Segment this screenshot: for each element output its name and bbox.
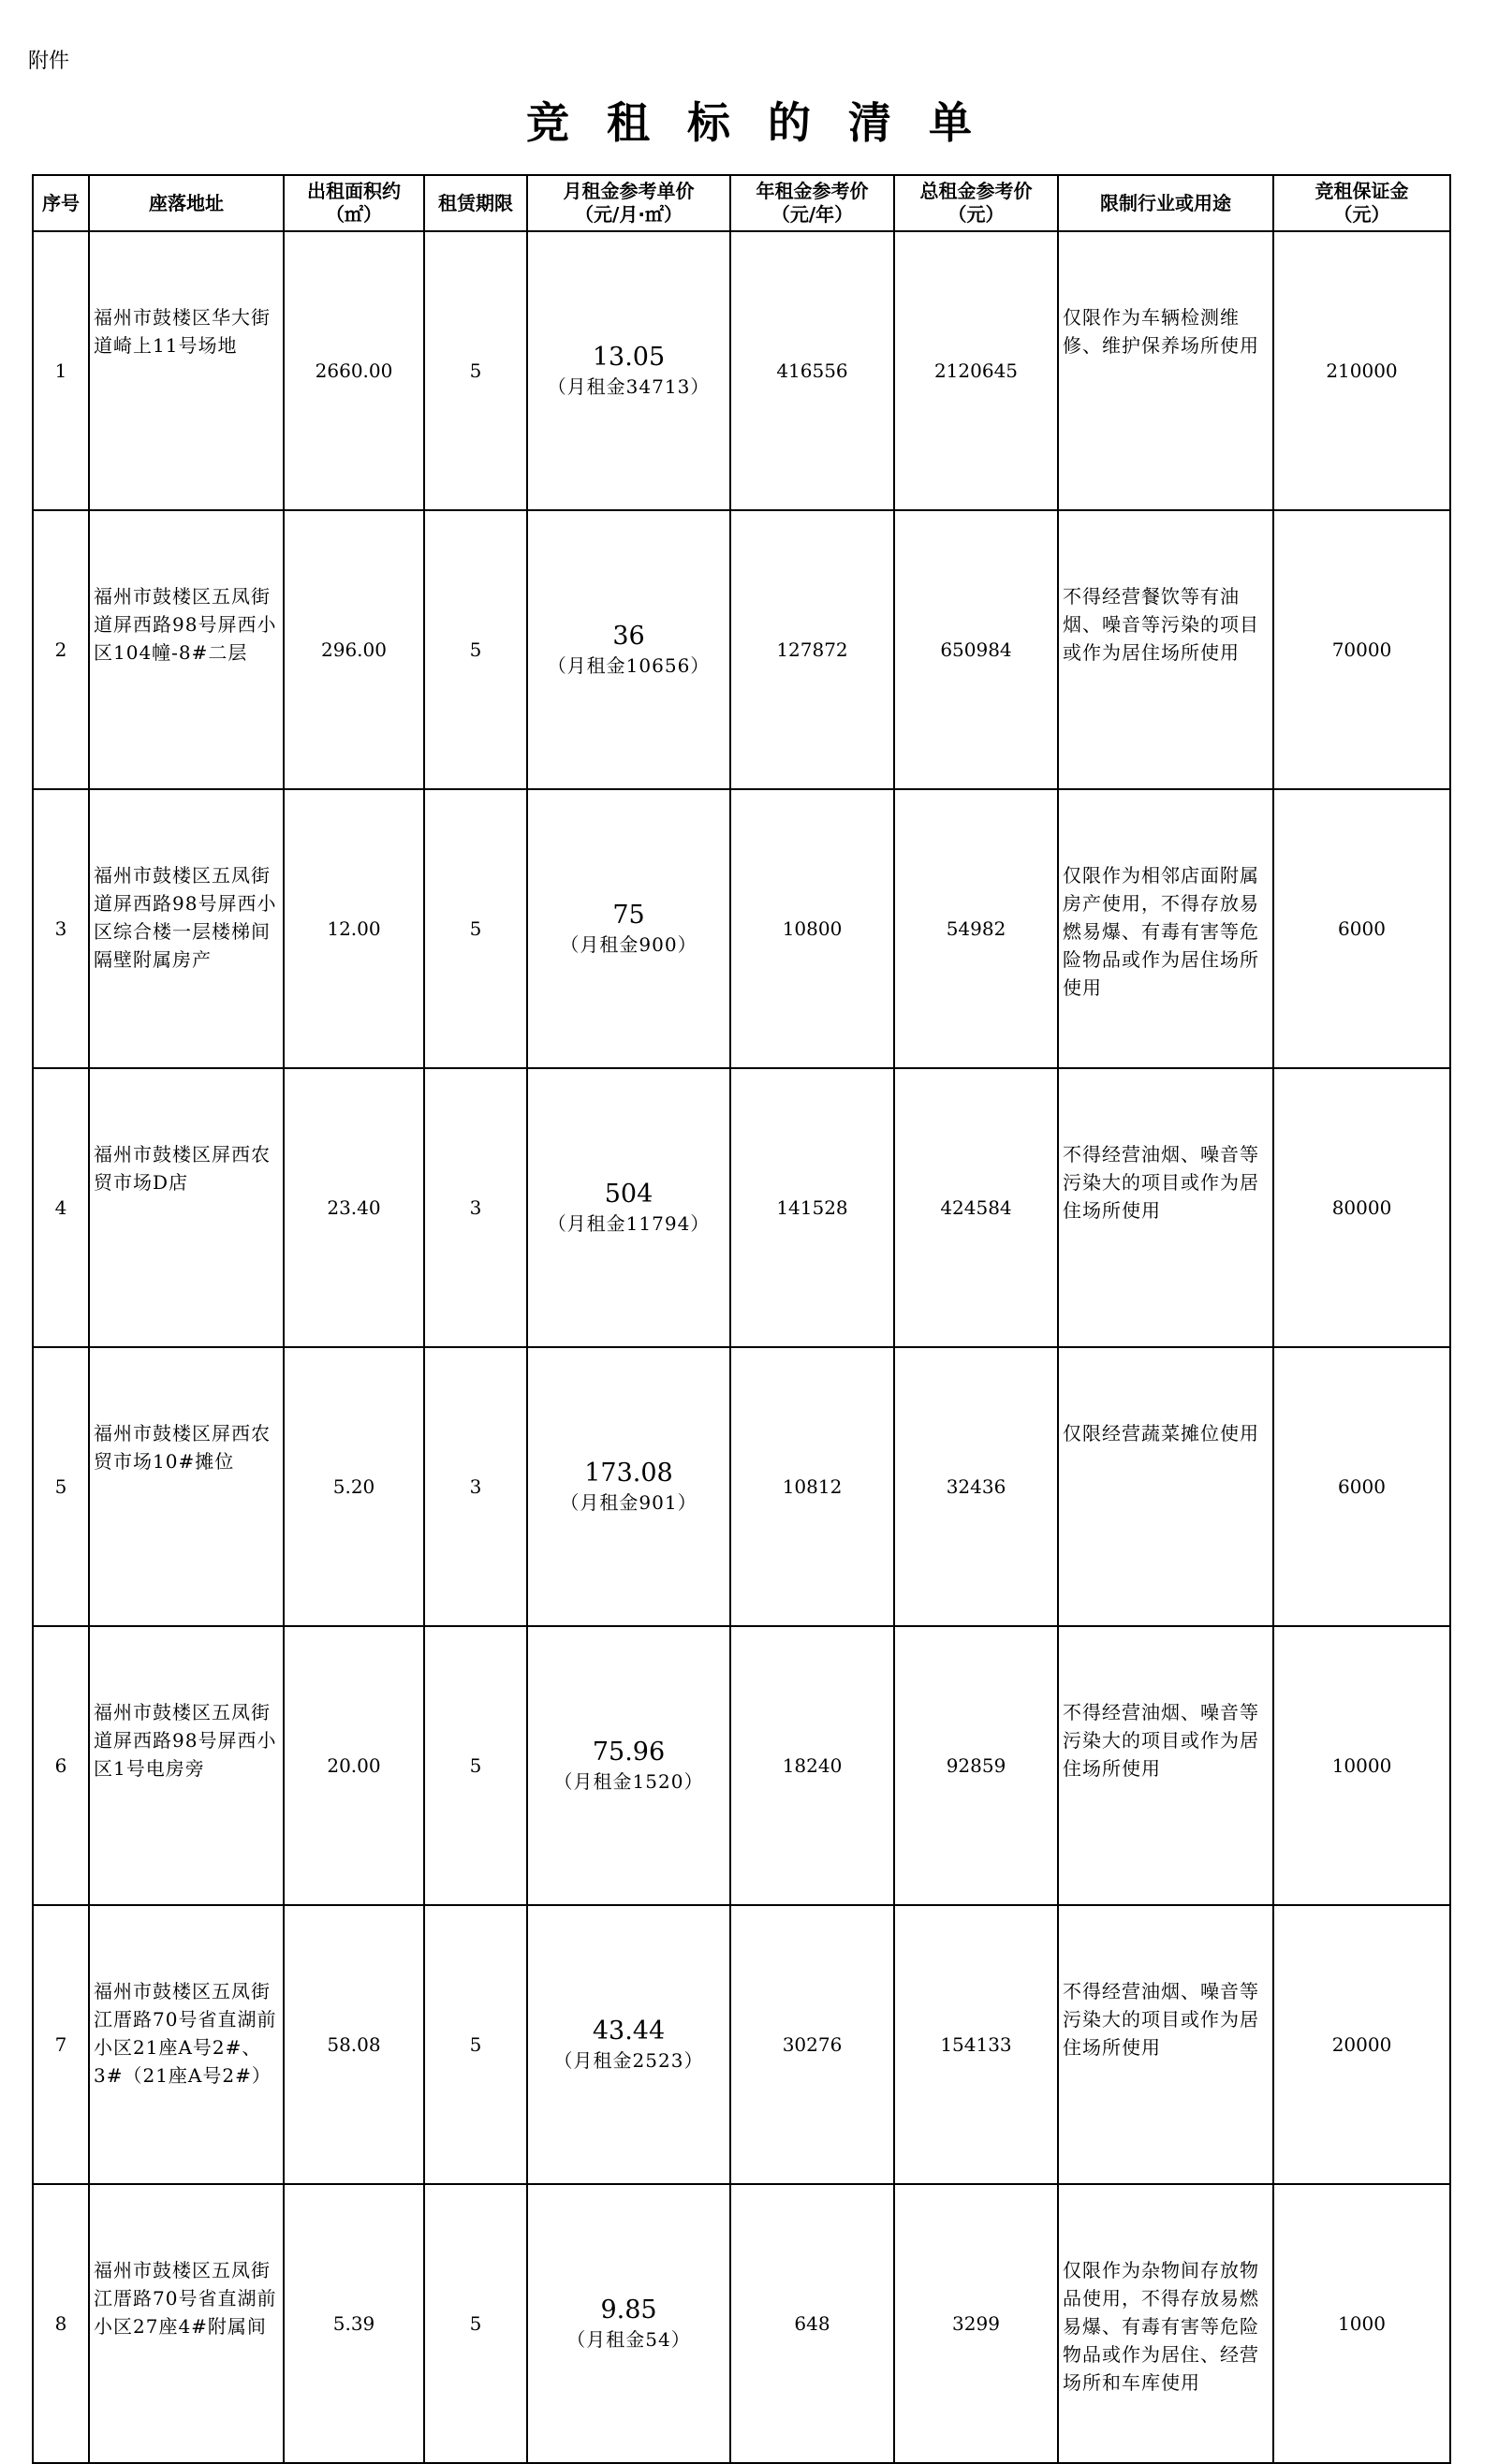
cell-total: 32436: [894, 1347, 1058, 1626]
cell-restriction: 仅限经营蔬菜摊位使用: [1058, 1347, 1273, 1626]
cell-restriction: 仅限作为相邻店面附属房产使用，不得存放易燃易爆、有毒有害等危险物品或作为居住场所使用: [1058, 789, 1273, 1068]
cell-restriction: 仅限作为杂物间存放物品使用，不得存放易燃易爆、有毒有害等危险物品或作为居住、经营场所和车库使用: [1058, 2184, 1273, 2463]
cell-annual: 18240: [730, 1626, 894, 1905]
cell-total: 54982: [894, 789, 1058, 1068]
cell-address: 福州市鼓楼区屏西农贸市场10#摊位: [89, 1347, 284, 1626]
cell-restriction: 不得经营油烟、噪音等污染大的项目或作为居住场所使用: [1058, 1626, 1273, 1905]
cell-area: 12.00: [284, 789, 424, 1068]
table-row: [33, 789, 1450, 1068]
header-area: 出租面积约 （㎡）: [284, 175, 424, 231]
cell-deposit: 6000: [1273, 789, 1450, 1068]
cell-annual: 30276: [730, 1905, 894, 2184]
cell-unit-price: [527, 1347, 730, 1626]
cell-seq: 8: [33, 2184, 89, 2463]
cell-deposit: 20000: [1273, 1905, 1450, 2184]
monthly-rent-note: （月租金901）: [560, 1491, 698, 1514]
cell-term: 5: [424, 1905, 527, 2184]
header-row: [33, 175, 1450, 231]
unit-price-value: 43.44: [592, 2017, 666, 2046]
cell-annual: 416556: [730, 231, 894, 510]
monthly-rent-note: （月租金2523）: [553, 2049, 704, 2072]
cell-deposit: 210000: [1273, 231, 1450, 510]
cell-total: 154133: [894, 1905, 1058, 2184]
header-address: 座落地址: [89, 175, 284, 231]
table-row: [33, 1905, 1450, 2184]
unit-price-value: 36: [612, 622, 645, 651]
header-unit-price: 月租金参考单价 （元/月·㎡）: [527, 175, 730, 231]
cell-total: 2120645: [894, 231, 1058, 510]
cell-address: 福州市鼓楼区五凤街道屏西路98号屏西小区1号电房旁: [89, 1626, 284, 1905]
cell-area: 23.40: [284, 1068, 424, 1347]
cell-annual: 141528: [730, 1068, 894, 1347]
cell-term: 5: [424, 510, 527, 789]
cell-restriction: 不得经营油烟、噪音等污染大的项目或作为居住场所使用: [1058, 1905, 1273, 2184]
header-total: 总租金参考价 （元）: [894, 175, 1058, 231]
cell-term: 5: [424, 1626, 527, 1905]
cell-annual: 10812: [730, 1347, 894, 1626]
page-title: 竞租标的清单: [526, 97, 1009, 148]
cell-deposit: 6000: [1273, 1347, 1450, 1626]
cell-address: 福州市鼓楼区五凤街江厝路70号省直湖前小区21座A号2#、3#（21座A号2#）: [89, 1905, 284, 2184]
cell-seq: 5: [33, 1347, 89, 1626]
cell-annual: 648: [730, 2184, 894, 2463]
table-row: [33, 1068, 1450, 1347]
cell-restriction: 不得经营油烟、噪音等污染大的项目或作为居住场所使用: [1058, 1068, 1273, 1347]
cell-unit-price: [527, 510, 730, 789]
unit-price-value: 173.08: [584, 1459, 673, 1488]
monthly-rent-note: （月租金10656）: [547, 654, 711, 677]
cell-unit-price: [527, 1068, 730, 1347]
unit-price-value: 75.96: [592, 1738, 666, 1767]
cell-total: 92859: [894, 1626, 1058, 1905]
unit-price-value: 13.05: [592, 343, 666, 372]
cell-seq: 7: [33, 1905, 89, 2184]
table-row: [33, 1347, 1450, 1626]
unit-price-value: 75: [612, 901, 645, 930]
cell-area: 5.20: [284, 1347, 424, 1626]
monthly-rent-note: （月租金34713）: [547, 375, 711, 398]
cell-seq: 1: [33, 231, 89, 510]
monthly-rent-note: （月租金900）: [560, 933, 698, 956]
unit-price-value: 504: [604, 1180, 654, 1209]
cell-annual: 10800: [730, 789, 894, 1068]
listing-table: [32, 174, 1451, 2464]
cell-area: 2660.00: [284, 231, 424, 510]
cell-term: 3: [424, 1068, 527, 1347]
cell-seq: 3: [33, 789, 89, 1068]
cell-term: 5: [424, 2184, 527, 2463]
cell-term: 5: [424, 789, 527, 1068]
attachment-label: 附件: [28, 50, 70, 73]
cell-total: 3299: [894, 2184, 1058, 2463]
cell-unit-price: [527, 1905, 730, 2184]
cell-deposit: 10000: [1273, 1626, 1450, 1905]
cell-area: 58.08: [284, 1905, 424, 2184]
cell-address: 福州市鼓楼区五凤街道屏西路98号屏西小区综合楼一层楼梯间隔壁附属房产: [89, 789, 284, 1068]
cell-address: 福州市鼓楼区华大街道崎上11号场地: [89, 231, 284, 510]
header-restriction: 限制行业或用途: [1058, 175, 1273, 231]
unit-price-value: 9.85: [600, 2295, 657, 2325]
table-row: [33, 1626, 1450, 1905]
cell-annual: 127872: [730, 510, 894, 789]
cell-restriction: 仅限作为车辆检测维修、维护保养场所使用: [1058, 231, 1273, 510]
cell-term: 5: [424, 231, 527, 510]
cell-unit-price: [527, 789, 730, 1068]
cell-deposit: 1000: [1273, 2184, 1450, 2463]
header-seq: 序号: [33, 175, 89, 231]
cell-unit-price: [527, 231, 730, 510]
cell-total: 424584: [894, 1068, 1058, 1347]
table-row: [33, 510, 1450, 789]
cell-seq: 6: [33, 1626, 89, 1905]
cell-term: 3: [424, 1347, 527, 1626]
table-row: [33, 231, 1450, 510]
cell-area: 5.39: [284, 2184, 424, 2463]
cell-deposit: 70000: [1273, 510, 1450, 789]
cell-address: 福州市鼓楼区五凤街江厝路70号省直湖前小区27座4#附属间: [89, 2184, 284, 2463]
cell-unit-price: [527, 1626, 730, 1905]
cell-area: 296.00: [284, 510, 424, 789]
cell-restriction: 不得经营餐饮等有油烟、噪音等污染的项目或作为居住场所使用: [1058, 510, 1273, 789]
cell-deposit: 80000: [1273, 1068, 1450, 1347]
cell-address: 福州市鼓楼区屏西农贸市场D店: [89, 1068, 284, 1347]
cell-total: 650984: [894, 510, 1058, 789]
cell-address: 福州市鼓楼区五凤街道屏西路98号屏西小区104幢-8#二层: [89, 510, 284, 789]
table-row: [33, 2184, 1450, 2463]
cell-seq: 2: [33, 510, 89, 789]
header-annual: 年租金参考价 （元/年）: [730, 175, 894, 231]
header-deposit: 竞租保证金 （元）: [1273, 175, 1450, 231]
monthly-rent-note: （月租金1520）: [553, 1770, 704, 1793]
monthly-rent-note: （月租金11794）: [547, 1212, 711, 1235]
cell-area: 20.00: [284, 1626, 424, 1905]
monthly-rent-note: （月租金54）: [566, 2328, 691, 2351]
header-term: 租赁期限: [424, 175, 527, 231]
cell-seq: 4: [33, 1068, 89, 1347]
cell-unit-price: [527, 2184, 730, 2463]
